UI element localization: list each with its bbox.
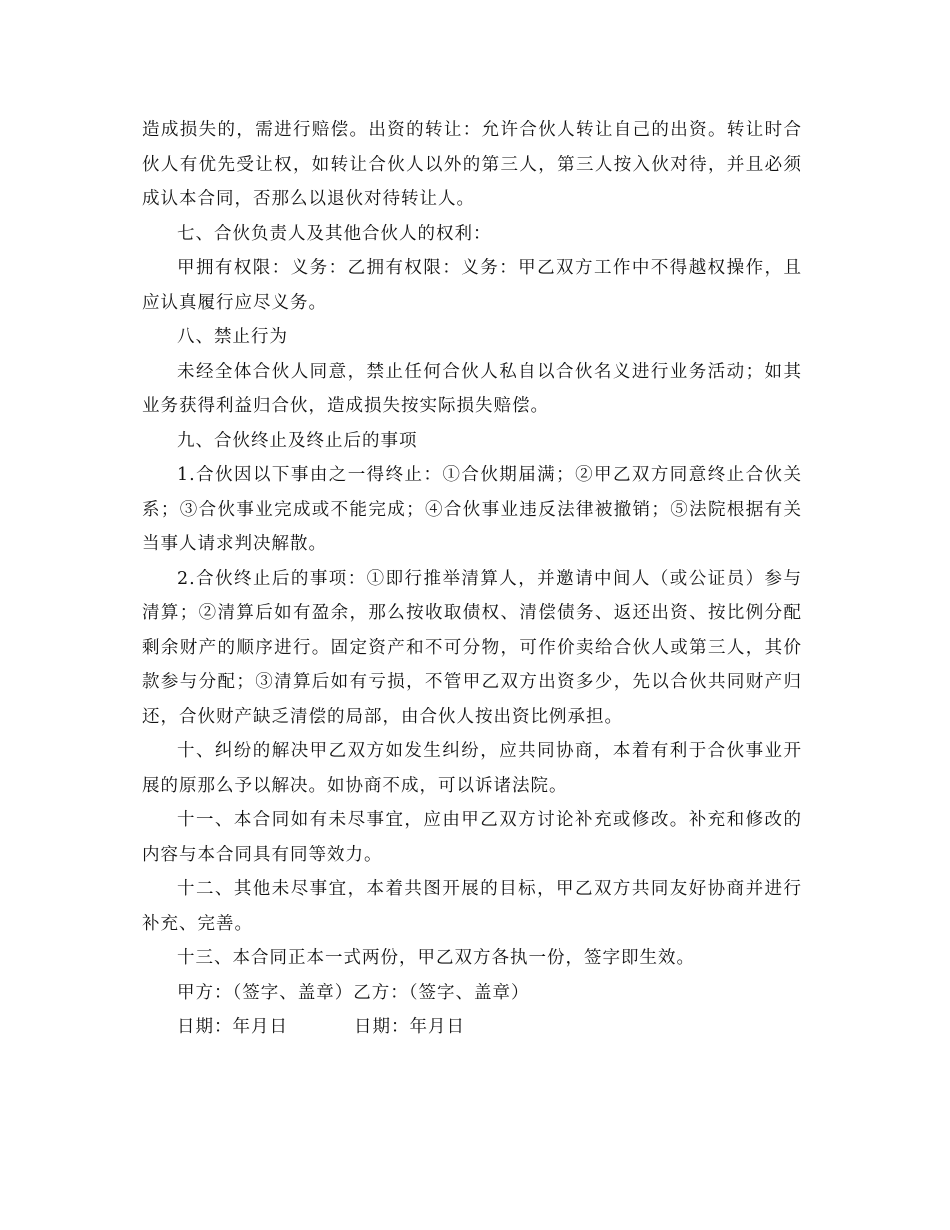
date-line [142,1010,802,1045]
section-heading-9: 九、合伙终止及终止后的事项 [177,430,418,451]
paragraph: 1.合伙因以下事由之一得终止：①合伙期届满；②甲乙双方同意终止合伙关系；③合伙事业完成或不能完成；④合伙事业违反法律被撤销；⑤法院根据有关当事人请求判决解散。 [142,465,802,554]
section-heading-8: 八、禁止行为 [177,327,288,347]
paragraph: 2.合伙终止后的事项：①即行推举清算人，并邀请中间人（或公证员）参与清算；②清算后如有盈余，那么按收取债权、清偿债务、返还出资、按比例分配剩余财产的顺序进行。固定资产和不可分物，可作价卖给合伙人或第三人，其价款参与分配；③清算后如有亏损，不管甲乙双方出资多少，先以合伙共同财产归还，合伙财产缺乏清偿的局部，由合伙人按出资比例承担。 [142,568,802,727]
paragraph: 十二、其他未尽事宜，本着共图开展的目标，甲乙双方共同友好协商并进行补充、完善。 [142,879,802,934]
signature-line: 甲方：（签字、盖章）乙方：（签字、盖章） [177,982,530,1003]
paragraph: 十、纠纷的解决甲乙双方如发生纠纷，应共同协商，本着有利于合伙事业开展的原那么予以解决。如协商不成，可以诉诸法院。 [142,741,802,796]
section-heading-7: 七、合伙负责人及其他合伙人的权利： [177,223,492,244]
paragraph: 造成损失的，需进行赔偿。出资的转让：允许合伙人转让自己的出资。转让时合伙人有优先受让权，如转让合伙人以外的第三人，第三人按入伙对待，并且必须成认本合同，否那么以退伙对待转让人。 [142,120,802,209]
paragraph: 未经全体合伙人同意，禁止任何合伙人私自以合伙名义进行业务活动；如其业务获得利益归合伙，造成损失按实际损失赔偿。 [142,361,802,416]
date-party-b: 日期：年月日 [354,1017,465,1037]
paragraph: 甲拥有权限：义务：乙拥有权限：义务：甲乙双方工作中不得越权操作，且应认真履行应尽义务。 [142,258,802,313]
paragraph: 十一、本合同如有未尽事宜，应由甲乙双方讨论补充或修改。补充和修改的内容与本合同具有同等效力。 [142,810,802,865]
date-party-a: 日期：年月日 [177,1017,288,1037]
paragraph: 十三、本合同正本一式两份，甲乙双方各执一份，签字即生效。 [177,948,695,968]
document-body [142,113,802,1045]
